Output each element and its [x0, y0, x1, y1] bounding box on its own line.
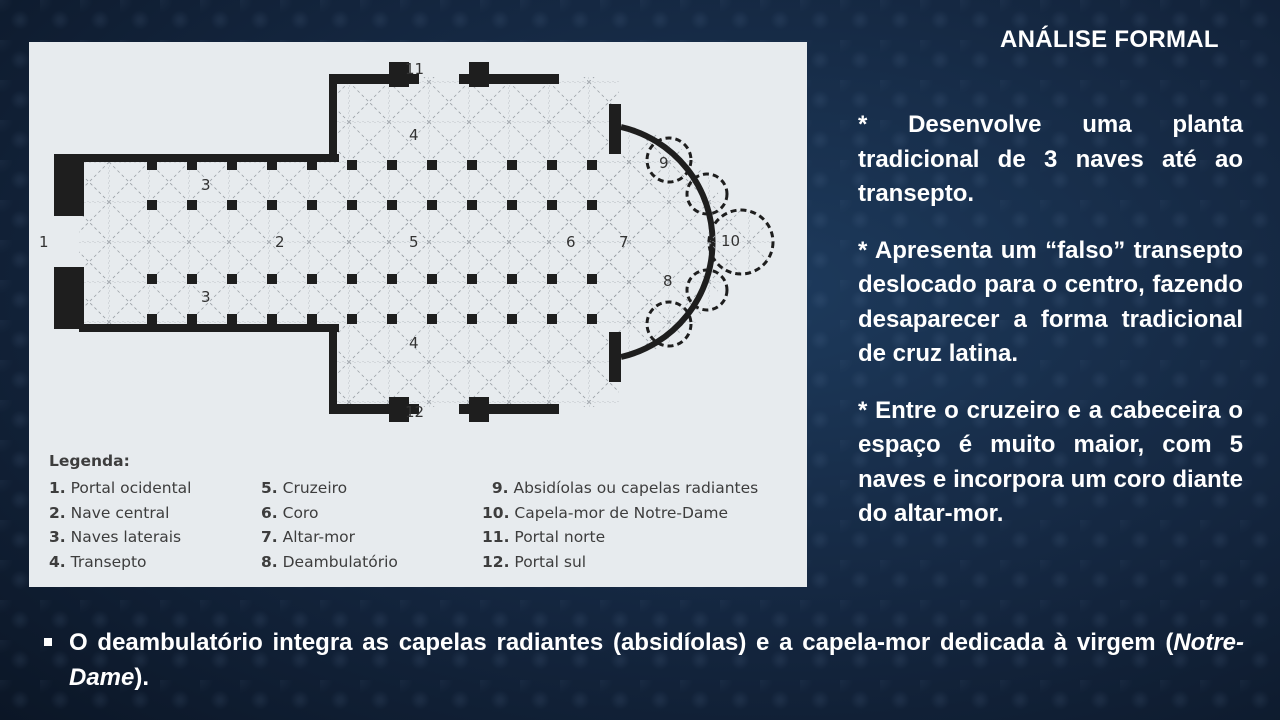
- cathedral-floor-plan: [29, 42, 807, 442]
- legend-item: 12. Portal sul: [482, 552, 587, 571]
- legend-item: 3. Naves laterais: [49, 528, 182, 546]
- point-2: * Apresenta um “falso” transepto deslocado para o centro, fazendo desaparecer a forma tradicional de cruz latina.: [858, 236, 1243, 367]
- label-4a: 4: [409, 126, 419, 144]
- legend-item: 5. Cruzeiro: [261, 479, 348, 497]
- floor-plan-panel: [29, 42, 807, 587]
- label-8: 8: [663, 272, 673, 290]
- legend-item: 11. Portal norte: [482, 528, 606, 546]
- label-1: 1: [39, 233, 49, 251]
- analysis-points: [858, 108, 1243, 554]
- label-3a: 3: [201, 176, 211, 194]
- legend-item: 9. Absidíolas ou capelas radiantes: [491, 479, 759, 497]
- legend-item: 6. Coro: [261, 503, 319, 522]
- label-5: 5: [409, 233, 419, 251]
- label-4b: 4: [409, 334, 419, 352]
- label-2: 2: [275, 233, 285, 251]
- label-10: 10: [721, 232, 741, 250]
- label-9: 9: [659, 154, 669, 172]
- legend-item: 8. Deambulatório: [261, 552, 398, 571]
- legend-title: Legenda:: [49, 452, 130, 470]
- legend-item: 2. Nave central: [49, 503, 170, 522]
- transept-vaults: [334, 77, 619, 407]
- slide-title: ANÁLISE FORMAL: [1000, 26, 1219, 53]
- label-6: 6: [566, 233, 576, 251]
- bullet-square-icon: [44, 638, 52, 646]
- legend-column-2: [261, 476, 398, 574]
- label-12: 12: [405, 403, 425, 421]
- legend-column-3: [482, 476, 758, 574]
- bottom-bullet: [44, 626, 1244, 695]
- legend-item: 4. Transepto: [49, 552, 147, 571]
- legend-item: 1. Portal ocidental: [49, 479, 192, 497]
- notre-dame-italic: Notre-Dame: [69, 629, 1244, 691]
- plan-legend: [49, 452, 759, 571]
- bottom-bullet-text: O deambulatório integra as capelas radiantes (absidíolas) e a capela-mor dedicada à virgem (Notre-Dame).: [69, 629, 1244, 691]
- legend-column-1: [49, 476, 191, 574]
- label-3b: 3: [201, 288, 211, 306]
- legend-item: 7. Altar-mor: [261, 528, 356, 546]
- legend-item: 10. Capela-mor de Notre-Dame: [482, 503, 729, 522]
- label-11: 11: [405, 60, 425, 78]
- point-1: * Desenvolve uma planta tradicional de 3 naves até ao transepto.: [858, 111, 1243, 207]
- label-7: 7: [619, 233, 629, 251]
- point-3: * Entre o cruzeiro e a cabeceira o espaço é muito maior, com 5 naves e incorpora um coro diante do altar-mor.: [858, 396, 1243, 527]
